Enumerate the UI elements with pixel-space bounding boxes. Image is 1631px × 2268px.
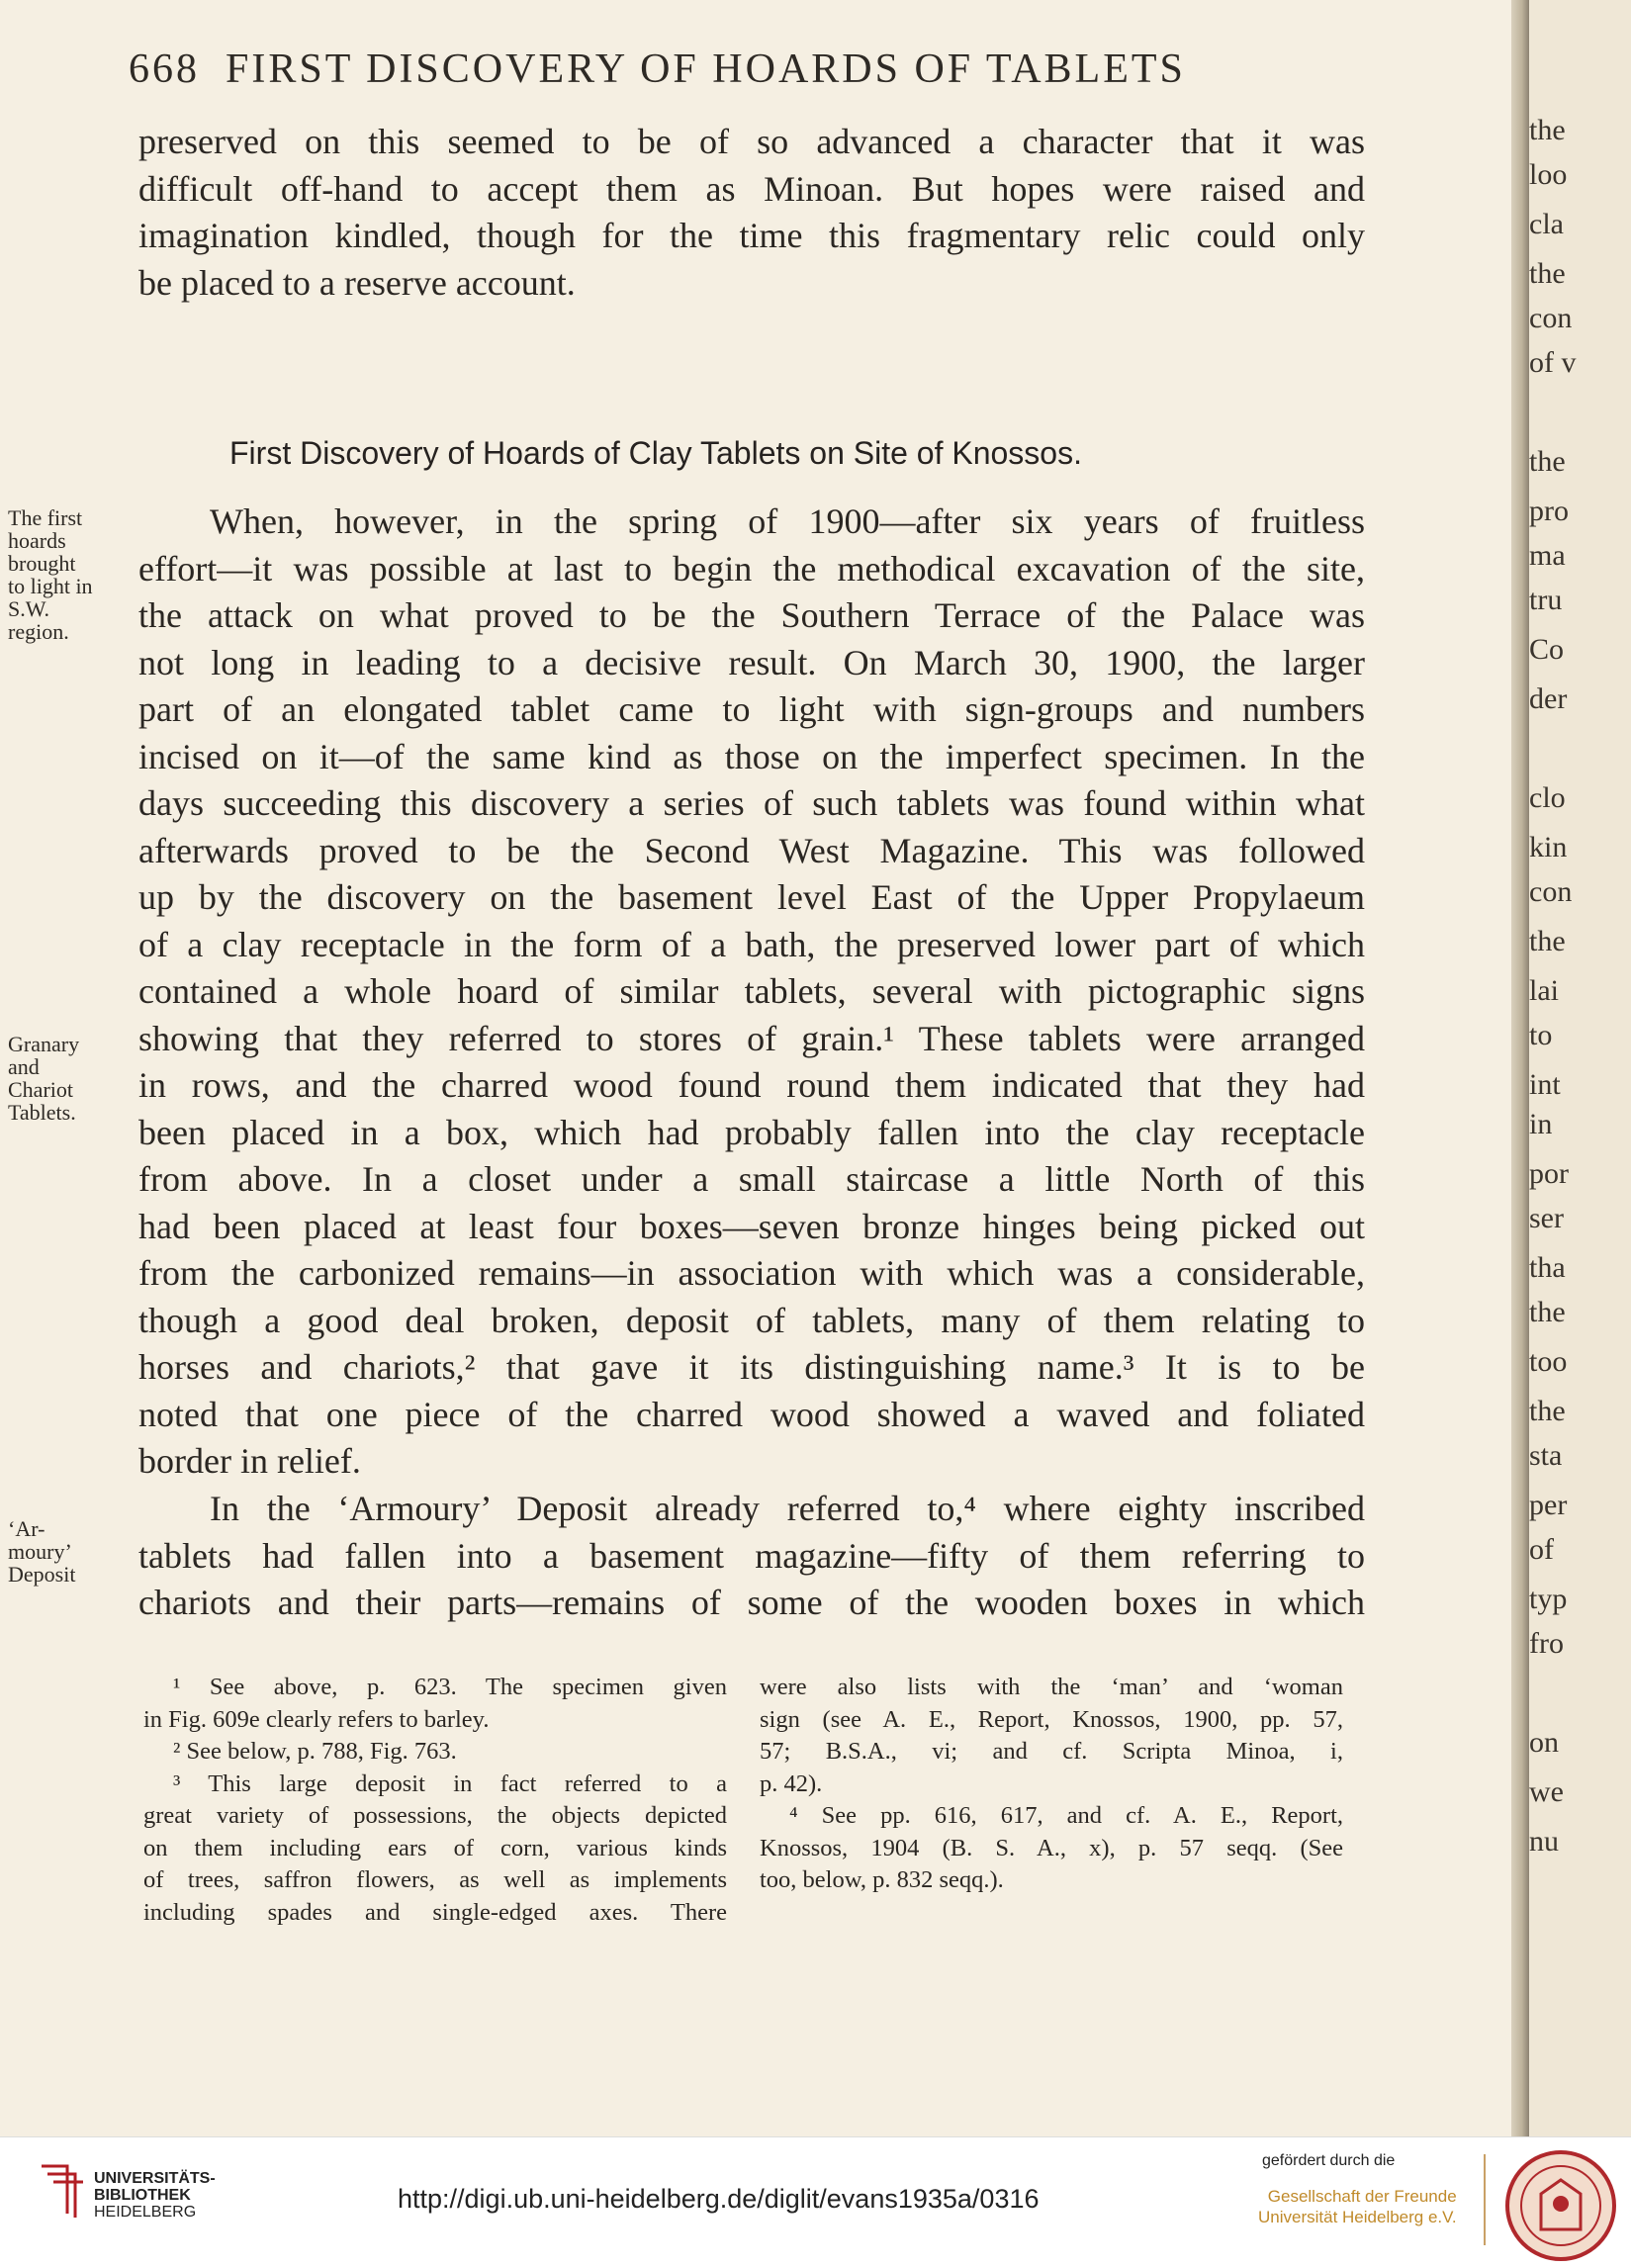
book-gutter xyxy=(1511,0,1529,2136)
text-line: preserved on this seemed to be of so advanced a character that it was xyxy=(138,122,1365,161)
text-line: imagination kindled, though for the time this fragmentary relic could only xyxy=(138,216,1365,255)
text-line: contained a whole hoard of similar tablets, several with pictographic signs xyxy=(138,971,1365,1011)
adjacent-page-fragment: con xyxy=(1529,302,1573,334)
margin-note-armoury: ‘Ar- moury’ Deposit xyxy=(8,1516,76,1587)
text-line: border in relief. xyxy=(138,1441,361,1481)
text-line: incised on it—of the same kind as those on the imperfect specimen. In the xyxy=(138,736,1365,776)
text-line: When, however, in the spring of 1900—after six years of fruitless xyxy=(210,501,1365,541)
text-line: from the carbonized remains—in association with which was a considerable, xyxy=(138,1253,1365,1293)
adjacent-page-fragment: the xyxy=(1529,445,1566,478)
library-logo-icon xyxy=(38,2160,89,2220)
adjacent-page-fragment: tru xyxy=(1529,584,1563,616)
text-line: tablets had fallen into a basement magazine—fifty of them referring to xyxy=(138,1535,1365,1576)
sponsor-label: gefördert durch die xyxy=(1262,2152,1396,2169)
footnote-line: too, below, p. 832 seqq.). xyxy=(760,1866,1004,1893)
footnote-line: sign (see A. E., Report, Knossos, 1900, pp. 57, xyxy=(760,1705,1343,1733)
text-line: up by the discovery on the basement level East of the Upper Propylaeum xyxy=(138,877,1365,917)
text-line: part of an elongated tablet came to light with sign-groups and numbers xyxy=(138,689,1365,729)
adjacent-page-fragment: con xyxy=(1529,875,1573,908)
text-line: horses and chariots,² that gave it its distinguishing name.³ It is to be xyxy=(138,1347,1365,1387)
adjacent-page-fragment: of xyxy=(1529,1533,1554,1566)
text-line: in rows, and the charred wood found round them indicated that they had xyxy=(138,1065,1365,1105)
footnote-line: great variety of possessions, the objects depicted xyxy=(143,1802,727,1829)
adjacent-page-fragment: the xyxy=(1529,257,1566,290)
footnote-line: ¹ See above, p. 623. The specimen given xyxy=(173,1674,727,1700)
adjacent-page-fragment: in xyxy=(1529,1108,1553,1140)
adjacent-page-fragment: the xyxy=(1529,114,1566,146)
text-line: noted that one piece of the charred wood showed a waved and foliated xyxy=(138,1394,1365,1434)
footnotes-left-column xyxy=(143,1672,727,1929)
text-line: be placed to a reserve account. xyxy=(138,262,576,303)
footnote-line: Knossos, 1904 (B. S. A., x), p. 57 seqq. (See xyxy=(760,1834,1343,1861)
text-line: from above. In a closet under a small staircase a little North of this xyxy=(138,1159,1365,1199)
armoury-paragraph xyxy=(138,1486,1365,1627)
footnote-line: were also lists with the ‘man’ and ‘woman xyxy=(760,1674,1343,1700)
text-line: had been placed at least four boxes—seven bronze hinges being picked out xyxy=(138,1206,1365,1246)
adjacent-page-fragment: loo xyxy=(1529,158,1568,191)
adjacent-page-fragment: clo xyxy=(1529,781,1566,814)
adjacent-page-fragment: kin xyxy=(1529,831,1568,863)
main-paragraph xyxy=(138,499,1365,1486)
footnotes-right-column xyxy=(760,1672,1343,1897)
text-line: been placed in a box, which had probably fallen into the clay receptacle xyxy=(138,1112,1365,1152)
text-line: the attack on what proved to be the Southern Terrace of the Palace was xyxy=(138,595,1365,635)
text-line: of a clay receptacle in the form of a bath, the preserved lower part of which xyxy=(138,924,1365,964)
footnote-line: ⁴ See pp. 616, 617, and cf. A. E., Report, xyxy=(789,1802,1343,1829)
adjacent-page-fragment: to xyxy=(1529,1019,1553,1051)
university-seal-icon xyxy=(1503,2148,1618,2263)
text-line: not long in leading to a decisive result. On March 30, 1900, the larger xyxy=(138,642,1365,682)
sponsor-name: Gesellschaft der Freunde Universität Heidelberg e.V. xyxy=(1258,2187,1457,2226)
footnote-line: ² See below, p. 788, Fig. 763. xyxy=(173,1738,457,1765)
footnote-line: of trees, saffron flowers, as well as implements xyxy=(143,1866,727,1893)
permalink-url[interactable]: http://digi.ub.uni-heidelberg.de/diglit/evans1935a/0316 xyxy=(398,2184,1040,2214)
adjacent-page-fragment: sta xyxy=(1529,1439,1563,1472)
adjacent-page-fragment: on xyxy=(1529,1726,1559,1759)
adjacent-page-edge xyxy=(1529,0,1631,2136)
adjacent-page-fragment: int xyxy=(1529,1068,1561,1101)
adjacent-page-fragment: the xyxy=(1529,1395,1566,1427)
adjacent-page-fragment: pro xyxy=(1529,495,1569,527)
adjacent-page-fragment: too xyxy=(1529,1345,1568,1378)
footnote-line: 57; B.S.A., vi; and cf. Scripta Minoa, i, xyxy=(760,1738,1343,1765)
footnote-line: on them including ears of corn, various kinds xyxy=(143,1834,727,1861)
text-line: effort—it was possible at last to begin the methodical excavation of the site, xyxy=(138,548,1365,589)
text-line: though a good deal broken, deposit of tablets, many of them relating to xyxy=(138,1300,1365,1340)
running-title: FIRST DISCOVERY OF HOARDS OF TABLETS xyxy=(226,46,1186,92)
library-name: UNIVERSITÄTS- BIBLIOTHEK HEIDELBERG xyxy=(94,2170,216,2221)
adjacent-page-fragment: per xyxy=(1529,1489,1568,1521)
adjacent-page-fragment: the xyxy=(1529,925,1566,957)
footer-divider xyxy=(1484,2154,1486,2245)
text-line: chariots and their parts—remains of some of the wooden boxes in which xyxy=(138,1583,1365,1622)
adjacent-page-fragment: tha xyxy=(1529,1251,1566,1284)
footnote-line: in Fig. 609e clearly refers to barley. xyxy=(143,1705,490,1733)
text-line: afterwards proved to be the Second West Magazine. This was followed xyxy=(138,830,1365,870)
adjacent-page-fragment: typ xyxy=(1529,1583,1568,1615)
footnote-line: ³ This large deposit in fact referred to a xyxy=(173,1769,727,1797)
adjacent-page-fragment: Co xyxy=(1529,633,1565,666)
adjacent-page-fragment: of v xyxy=(1529,346,1577,379)
margin-note-granary: Granary and Chariot Tablets. xyxy=(8,1032,80,1125)
adjacent-page-fragment: por xyxy=(1529,1157,1569,1190)
text-line: In the ‘Armoury’ Deposit already referred to,⁴ where eighty inscribed xyxy=(210,1489,1365,1528)
adjacent-page-fragment: ma xyxy=(1529,539,1566,572)
adjacent-page-fragment: the xyxy=(1529,1296,1566,1328)
footnote-line: including spades and single-edged axes. There xyxy=(143,1898,727,1926)
page-number: 668 xyxy=(129,46,200,92)
adjacent-page-fragment: lai xyxy=(1529,974,1559,1007)
margin-note-first-hoards: The first hoards brought to light in S.W. region. xyxy=(8,505,93,644)
running-header xyxy=(129,45,1186,93)
adjacent-page-fragment: nu xyxy=(1529,1825,1559,1858)
adjacent-page-fragment: we xyxy=(1529,1775,1564,1808)
text-line: days succeeding this discovery a series of such tablets was found within what xyxy=(138,783,1365,823)
section-heading: First Discovery of Hoards of Clay Tablets on Site of Knossos. xyxy=(229,435,1082,471)
adjacent-page-fragment: cla xyxy=(1529,208,1564,240)
text-line: showing that they referred to stores of grain.¹ These tablets were arranged xyxy=(138,1018,1365,1058)
footnote-line: p. 42). xyxy=(760,1769,823,1797)
adjacent-page-fragment: fro xyxy=(1529,1627,1564,1660)
adjacent-page-fragment: der xyxy=(1529,682,1568,715)
text-line: difficult off-hand to accept them as Minoan. But hopes were raised and xyxy=(138,168,1365,209)
intro-paragraph xyxy=(138,119,1365,307)
adjacent-page-fragment: ser xyxy=(1529,1202,1564,1234)
